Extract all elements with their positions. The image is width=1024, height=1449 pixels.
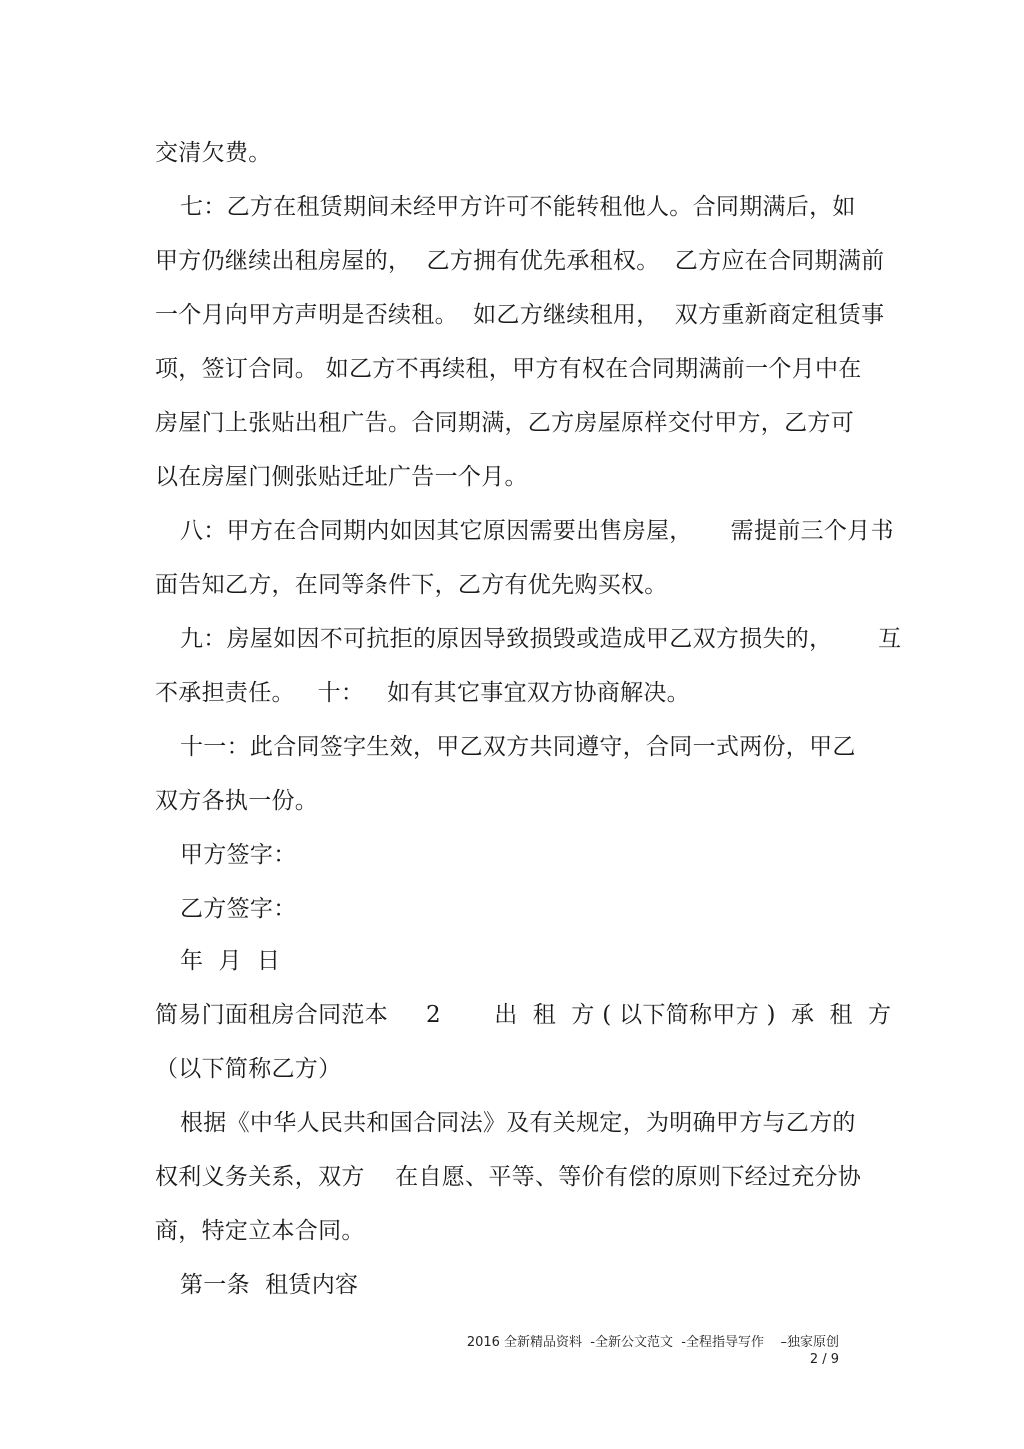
text-line: （以下简称乙方） [155,1056,342,1082]
date-line: 年 月 日 [180,948,281,974]
text-line: 双方各执一份。 [155,788,319,814]
signature-label-party-a: 甲方签字： [180,842,297,868]
text-line: 不承担责任。 十： 如有其它事宜双方协商解决。 [155,680,690,706]
text-line: 九：房屋如因不可抗拒的原因导致损毁或造成甲乙双方损失的， 互 [180,626,902,652]
text-line: 一个月向甲方声明是否续租。 如乙方继续租用， 双方重新商定租赁事 [155,302,885,328]
article-heading: 第一条 租赁内容 [180,1272,359,1298]
page-number: 2 / 9 [809,1352,839,1367]
text-line: 面告知乙方，在同等条件下，乙方有优先购买权。 [155,572,668,598]
text-line: 交清欠费。 [155,140,272,166]
text-line: 以在房屋门侧张贴迁址广告一个月。 [155,464,528,490]
text-line: 根据《中华人民共和国合同法》及有关规定，为明确甲方与乙方的 [180,1110,856,1136]
signature-label-party-b: 乙方签字： [180,896,297,922]
text-line: 商，特定立本合同。 [155,1218,365,1244]
text-line: 十一：此合同签字生效，甲乙双方共同遵守，合同一式两份，甲乙 [180,734,856,760]
text-line: 权利义务关系，双方 在自愿、平等、等价有偿的原则下经过充分协 [155,1164,862,1190]
text-line: 房屋门上张贴出租广告。合同期满，乙方房屋原样交付甲方，乙方可 [155,410,854,436]
text-line: 七：乙方在租赁期间未经甲方许可不能转租他人。合同期满后，如 [180,194,856,220]
text-line: 项，签订合同。 如乙方不再续租，甲方有权在合同期满前一个月中在 [155,356,862,382]
section-title: 简易门面租房合同范本 2 出 租 方 ( 以下简称甲方 ) 承 租 方 [155,1002,892,1028]
text-line: 八：甲方在合同期内如因其它原因需要出售房屋， 需提前三个月书 [180,518,894,544]
footer-tagline: 2016 全新精品资料 -全新公文范文 -全程指导写作 –独家原创 [466,1335,839,1350]
text-line: 甲方仍继续出租房屋的， 乙方拥有优先承租权。 乙方应在合同期满前 [155,248,885,274]
